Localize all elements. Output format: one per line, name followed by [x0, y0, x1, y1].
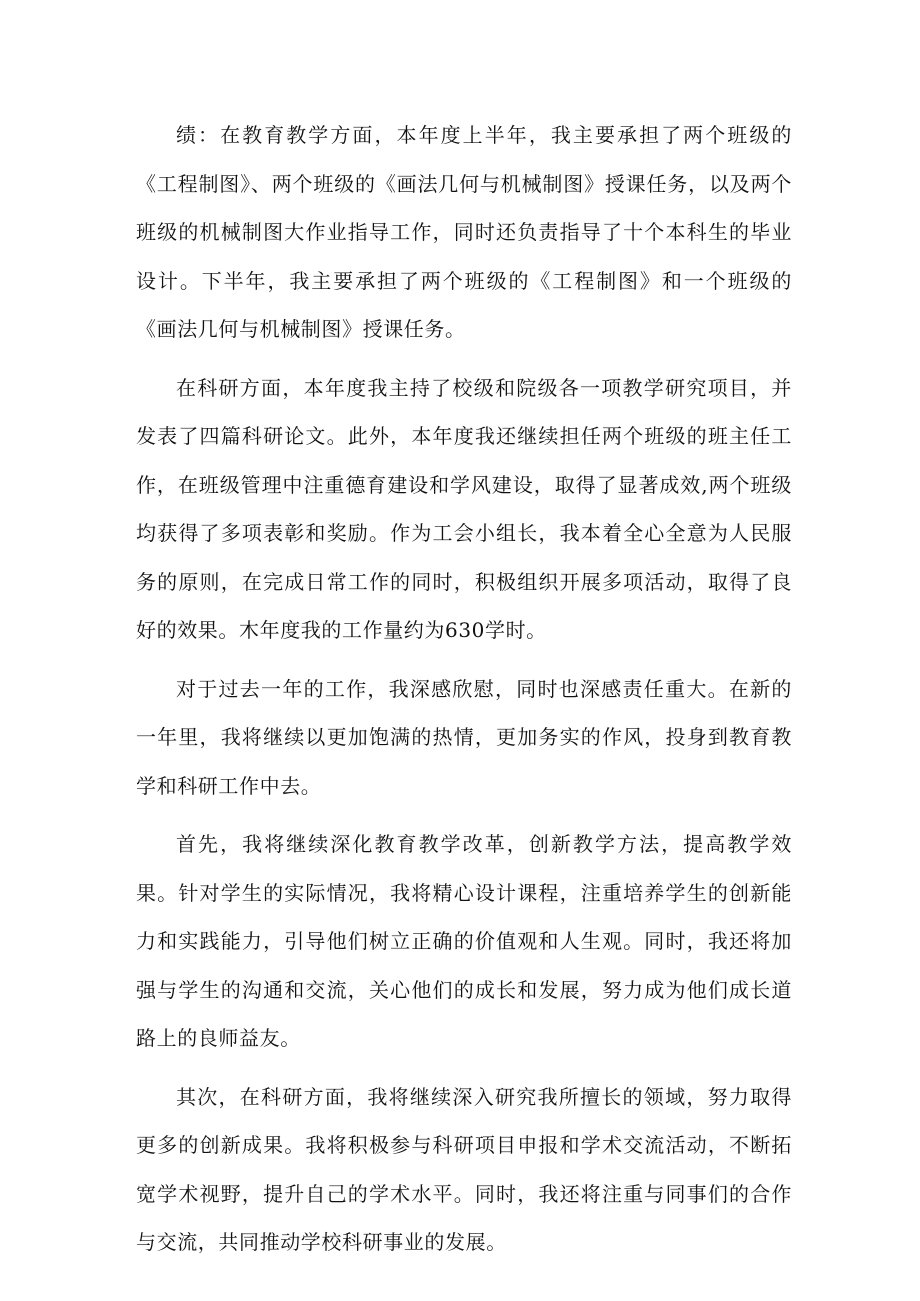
paragraph-second-plan: 其次，在科研方面，我将继续深入研究我所擅长的领域，努力取得更多的创新成果。我将积极参与科研项目申报和学术交流活动，不断拓宽学术视野，提升自己的学术水平。同时，我还将注重与同事们的合作与交流，共同推动学校科研事业的发展。: [136, 1084, 792, 1254]
document-body: [136, 111, 792, 1277]
paragraph-teaching: 绩：在教育教学方面，本年度上半年，我主要承担了两个班级的《工程制图》、两个班级的《画法几何与机械制图》授课任务，以及两个班级的机械制图大作业指导工作，同时还负责指导了十个本科生的毕业设计。下半年，我主要承担了两个班级的《工程制图》和一个班级的《画法几何与机械制图》授课任务。: [136, 123, 792, 341]
paragraph-first-plan: 首先，我将继续深化教育教学改革，创新教学方法，提高教学效果。针对学生的实际情况，我将精心设计课程，注重培养学生的创新能力和实践能力，引导他们树立正确的价值观和人生观。同时，我还将加强与学生的沟通和交流，关心他们的成长和发展，努力成为他们成长道路上的良师益友。: [136, 832, 792, 1050]
paragraph-reflection: 对于过去一年的工作，我深感欣慰，同时也深感责任重大。在新的一年里，我将继续以更加饱满的热情，更加务实的作风，投身到教育教学和科研工作中去。: [136, 676, 792, 798]
paragraph-research: 在科研方面，本年度我主持了校级和院级各一项教学研究项目，并发表了四篇科研论文。此外，本年度我还继续担任两个班级的班主任工作，在班级管理中注重德育建设和学风建设，取得了显著成效,两个班级均获得了多项表彰和奖励。作为工会小组长，我本着全心全意为人民服务的原则，在完成日常工作的同时，积极组织开展多项活动，取得了良好的效果。木年度我的工作量约为630学时。: [136, 375, 792, 642]
